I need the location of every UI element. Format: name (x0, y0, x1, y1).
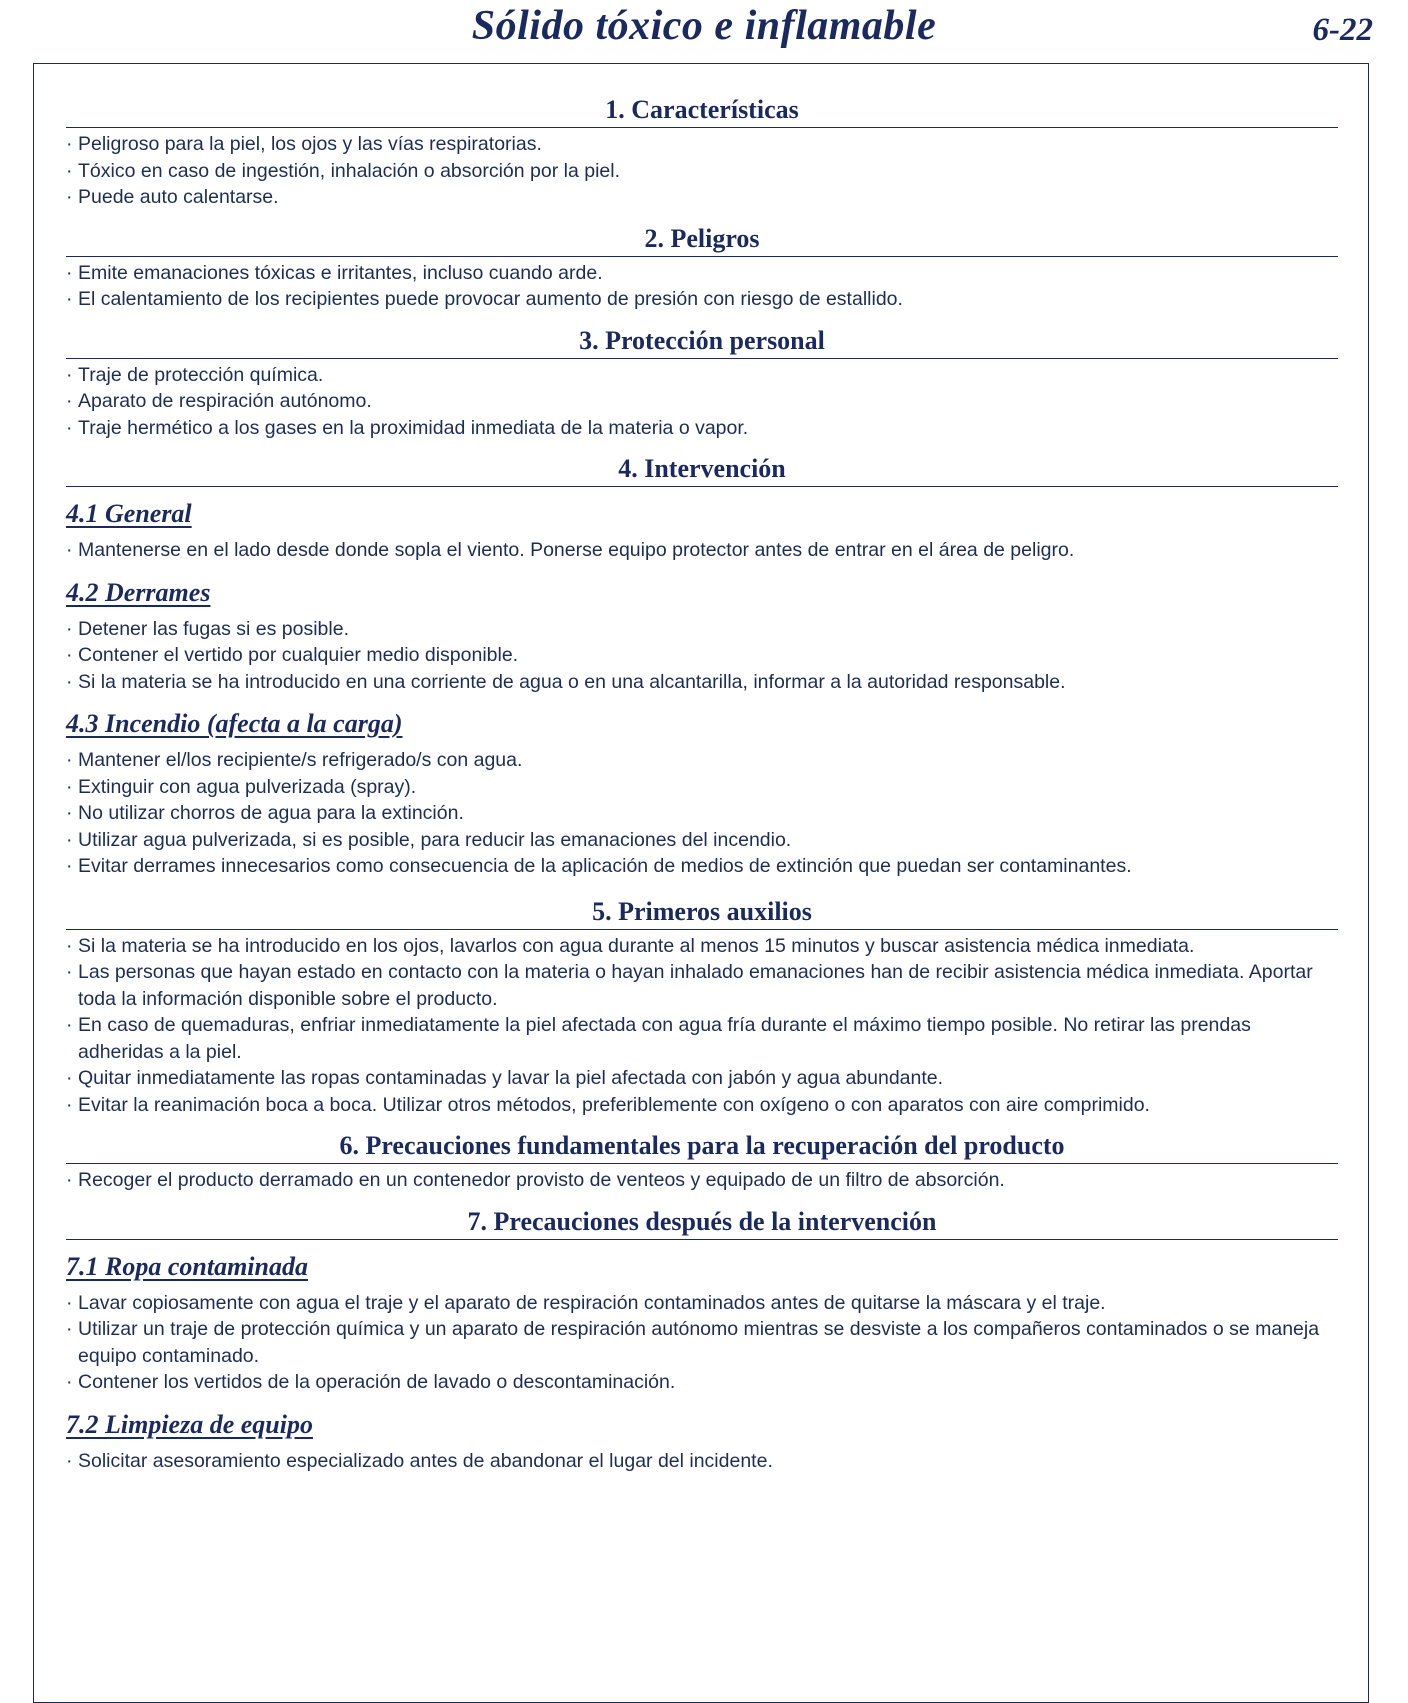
subsection-title-limpieza-equipo: 7.2 Limpieza de equipo (66, 1409, 313, 1439)
list-item: · Aparato de respiración autónomo. (66, 388, 1338, 415)
list-item: · Lavar copiosamente con agua el traje y el aparato de respiración contaminados antes de quitarse la máscara y el traje. (66, 1290, 1338, 1317)
list-item: · Solicitar asesoramiento especializado antes de abandonar el lugar del incidente. (66, 1448, 1338, 1475)
list-item: · Si la materia se ha introducido en una corriente de agua o en una alcantarilla, informar a la autoridad responsable. (66, 669, 1338, 696)
list-item: · Mantenerse en el lado desde donde sopla el viento. Ponerse equipo protector antes de entrar en el área de peligro. (66, 537, 1338, 564)
section-list-caracteristicas (66, 131, 1338, 211)
section-title-peligros: 2. Peligros (66, 223, 1338, 257)
document-title: Sólido tóxico e inflamable (471, 3, 937, 49)
section-title-primeros-auxilios: 5. Primeros auxilios (66, 896, 1338, 930)
list-item: · Si la materia se ha introducido en los ojos, lavarlos con agua durante al menos 15 minutos y buscar asistencia médica inmediata. (66, 933, 1338, 960)
list-item: · Quitar inmediatamente las ropas contaminadas y lavar la piel afectada con jabón y agua abundante. (66, 1065, 1338, 1092)
list-item: · Recoger el producto derramado en un contenedor provisto de venteos y equipado de un filtro de absorción. (66, 1167, 1338, 1194)
subsection-title-ropa-contaminada: 7.1 Ropa contaminada (66, 1251, 308, 1281)
list-item: · Las personas que hayan estado en contacto con la materia o hayan inhalado emanaciones han de recibir asistencia médica inmediata. Aportar toda la información disponible sobre el producto. (66, 959, 1338, 1012)
section-title-intervencion: 4. Intervención (66, 453, 1338, 487)
section-list-recuperacion-producto (66, 1167, 1338, 1194)
list-item: · Utilizar agua pulverizada, si es posible, para reducir las emanaciones del incendio. (66, 827, 1338, 854)
section-list-peligros (66, 260, 1338, 313)
list-item: · Contener los vertidos de la operación de lavado o descontaminación. (66, 1369, 1338, 1396)
subsection-list-incendio (66, 747, 1338, 880)
subsection-title-derrames: 4.2 Derrames (66, 577, 211, 607)
subsection-title-incendio: 4.3 Incendio (afecta a la carga) (66, 709, 403, 738)
section-title-despues-intervencion: 7. Precauciones después de la intervención (66, 1206, 1338, 1240)
list-item: · Puede auto calentarse. (66, 184, 1338, 211)
list-item: · Emite emanaciones tóxicas e irritantes, incluso cuando arde. (66, 260, 1338, 287)
subsection-list-ropa-contaminada (66, 1290, 1338, 1396)
list-item: · No utilizar chorros de agua para la extinción. (66, 800, 1338, 827)
subsection-title-general: 4.1 General (66, 499, 192, 528)
list-item: · Tóxico en caso de ingestión, inhalación o absorción por la piel. (66, 158, 1338, 185)
list-item: · Evitar la reanimación boca a boca. Utilizar otros métodos, preferiblemente con oxígeno o con aparatos con aire comprimido. (66, 1092, 1338, 1119)
page-header (0, 0, 1408, 60)
list-item: · Detener las fugas si es posible. (66, 616, 1338, 643)
list-item: · Utilizar un traje de protección química y un aparato de respiración autónomo mientras se desviste a los compañeros contaminados o se maneja equipo contaminado. (66, 1316, 1338, 1369)
page-number: 6-22 (1312, 12, 1373, 48)
list-item: · En caso de quemaduras, enfriar inmediatamente la piel afectada con agua fría durante el máximo tiempo posible. No retirar las prendas adheridas a la piel. (66, 1012, 1338, 1065)
list-item: · Peligroso para la piel, los ojos y las vías respiratorias. (66, 131, 1338, 158)
document-body (66, 94, 1338, 1474)
section-title-proteccion-personal: 3. Protección personal (66, 325, 1338, 359)
section-list-proteccion-personal (66, 362, 1338, 442)
subsection-list-derrames (66, 616, 1338, 696)
section-title-caracteristicas: 1. Características (66, 94, 1338, 128)
list-item: · Contener el vertido por cualquier medio disponible. (66, 642, 1338, 669)
section-list-primeros-auxilios (66, 933, 1338, 1119)
section-title-recuperacion-producto: 6. Precauciones fundamentales para la recuperación del producto (66, 1130, 1338, 1164)
list-item: · Traje de protección química. (66, 362, 1338, 389)
list-item: · Extinguir con agua pulverizada (spray). (66, 774, 1338, 801)
list-item: · Traje hermético a los gases en la proximidad inmediata de la materia o vapor. (66, 415, 1338, 442)
list-item: · Mantener el/los recipiente/s refrigerado/s con agua. (66, 747, 1338, 774)
subsection-list-limpieza-equipo (66, 1448, 1338, 1475)
subsection-list-general (66, 537, 1338, 564)
list-item: · Evitar derrames innecesarios como consecuencia de la aplicación de medios de extinción que puedan ser contaminantes. (66, 853, 1338, 880)
list-item: · El calentamiento de los recipientes puede provocar aumento de presión con riesgo de estallido. (66, 286, 1338, 313)
